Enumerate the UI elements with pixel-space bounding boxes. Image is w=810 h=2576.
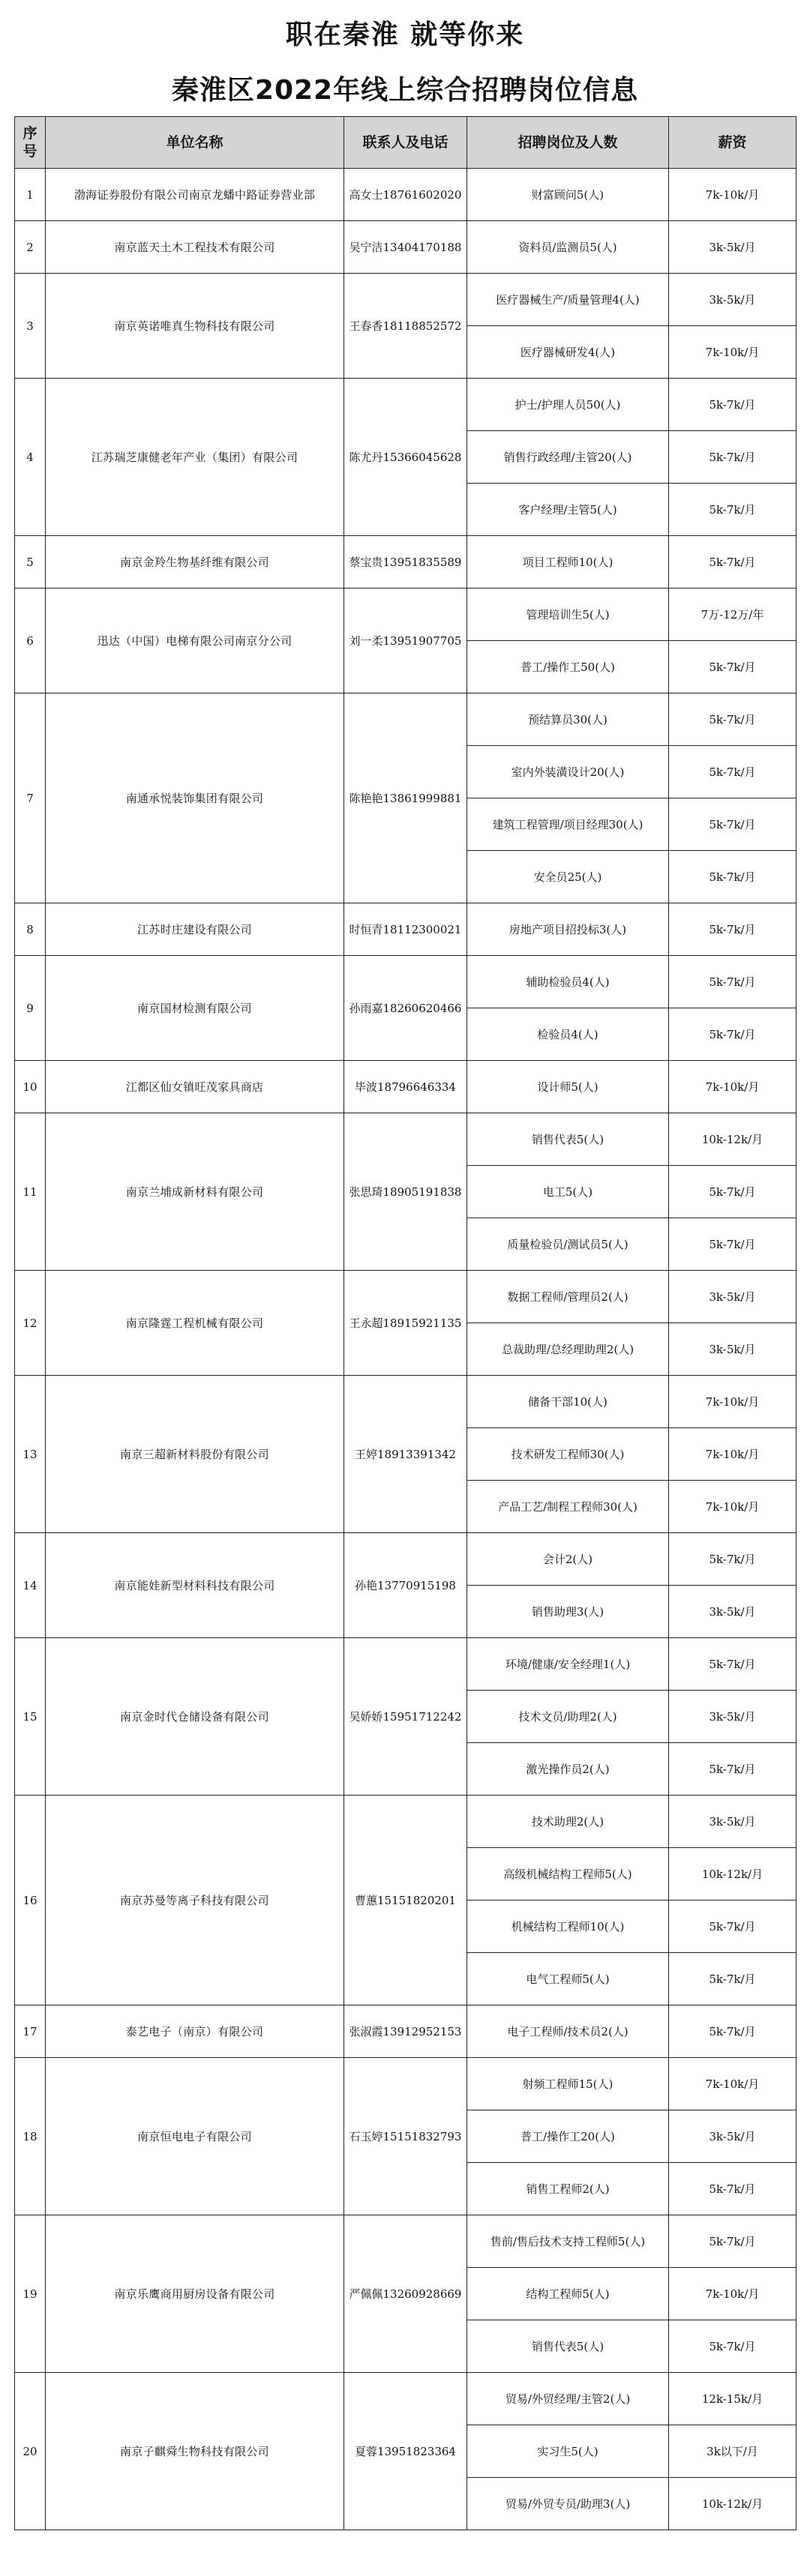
job-position: 销售代表5(人) xyxy=(467,1113,669,1166)
row-number: 18 xyxy=(15,2058,46,2215)
row-number: 1 xyxy=(15,169,46,221)
job-position: 射频工程师15(人) xyxy=(467,2058,669,2110)
job-salary: 7k-10k/月 xyxy=(669,2268,796,2320)
job-position: 销售代表5(人) xyxy=(467,2320,669,2373)
job-position: 财富顾问5(人) xyxy=(467,169,669,221)
job-salary: 5k-7k/月 xyxy=(669,1166,796,1218)
table-row xyxy=(15,169,796,221)
job-salary: 7k-10k/月 xyxy=(669,169,796,221)
job-salary: 7k-10k/月 xyxy=(669,1376,796,1428)
job-salary: 5k-7k/月 xyxy=(669,798,796,851)
row-number: 6 xyxy=(15,589,46,693)
table-row xyxy=(15,1638,796,1691)
table-row xyxy=(15,1533,796,1586)
row-number: 16 xyxy=(15,1796,46,2005)
row-number: 20 xyxy=(15,2373,46,2530)
job-salary: 3k-5k/月 xyxy=(669,1796,796,1848)
job-position: 环境/健康/安全经理1(人) xyxy=(467,1638,669,1691)
job-position: 管理培训生5(人) xyxy=(467,589,669,641)
job-salary: 5k-7k/月 xyxy=(669,379,796,431)
table-row xyxy=(15,2005,796,2058)
job-salary: 10k-12k/月 xyxy=(669,1848,796,1901)
job-salary: 5k-7k/月 xyxy=(669,2005,796,2058)
job-salary: 5k-7k/月 xyxy=(669,2163,796,2215)
company-name: 江都区仙女镇旺茂家具商店 xyxy=(46,1061,344,1113)
contact-info: 石玉婷15151832793 xyxy=(344,2058,467,2215)
job-position: 销售工程师2(人) xyxy=(467,2163,669,2215)
table-row xyxy=(15,2215,796,2268)
col-header-no xyxy=(15,117,46,169)
contact-info: 陈艳艳13861999881 xyxy=(344,693,467,903)
company-name: 南京子麒舜生物科技有限公司 xyxy=(46,2373,344,2530)
table-body xyxy=(15,169,796,2530)
contact-info: 曹蕙15151820201 xyxy=(344,1796,467,2005)
row-number: 9 xyxy=(15,956,46,1061)
table-row xyxy=(15,1796,796,1848)
job-position: 建筑工程管理/项目经理30(人) xyxy=(467,798,669,851)
table-row xyxy=(15,956,796,1008)
job-position: 安全员25(人) xyxy=(467,851,669,903)
job-salary: 5k-7k/月 xyxy=(669,956,796,1008)
job-salary: 5k-7k/月 xyxy=(669,1218,796,1271)
page-header xyxy=(0,0,810,116)
job-salary: 5k-7k/月 xyxy=(669,693,796,746)
job-salary: 5k-7k/月 xyxy=(669,851,796,903)
contact-info: 刘一柔13951907705 xyxy=(344,589,467,693)
job-salary: 7k-10k/月 xyxy=(669,326,796,379)
col-header-no-text: 序号 xyxy=(22,125,38,160)
job-position: 电工5(人) xyxy=(467,1166,669,1218)
job-position: 技术研发工程师30(人) xyxy=(467,1428,669,1481)
job-position: 实习生5(人) xyxy=(467,2425,669,2478)
company-name: 泰艺电子（南京）有限公司 xyxy=(46,2005,344,2058)
job-position: 贸易/外贸经理/主管2(人) xyxy=(467,2373,669,2425)
job-position: 质量检验员/测试员5(人) xyxy=(467,1218,669,1271)
contact-info: 毕波18796646334 xyxy=(344,1061,467,1113)
job-salary: 7k-10k/月 xyxy=(669,1061,796,1113)
job-salary: 5k-7k/月 xyxy=(669,903,796,956)
company-name: 南京兰埔成新材料有限公司 xyxy=(46,1113,344,1271)
company-name: 南通承悦装饰集团有限公司 xyxy=(46,693,344,903)
row-number: 11 xyxy=(15,1113,46,1271)
job-salary: 5k-7k/月 xyxy=(669,1901,796,1953)
row-number: 17 xyxy=(15,2005,46,2058)
contact-info: 孙艳13770915198 xyxy=(344,1533,467,1638)
job-salary: 5k-7k/月 xyxy=(669,2320,796,2373)
company-name: 迅达（中国）电梯有限公司南京分公司 xyxy=(46,589,344,693)
company-name: 渤海证券股份有限公司南京龙蟠中路证券营业部 xyxy=(46,169,344,221)
company-name: 江苏时庄建设有限公司 xyxy=(46,903,344,956)
contact-info: 王婷18913391342 xyxy=(344,1376,467,1533)
job-position: 总裁助理/总经理助理2(人) xyxy=(467,1323,669,1376)
table-header xyxy=(15,117,796,169)
company-name: 南京金羚生物基纤维有限公司 xyxy=(46,536,344,589)
job-salary: 3k-5k/月 xyxy=(669,221,796,274)
row-number: 2 xyxy=(15,221,46,274)
row-number: 4 xyxy=(15,379,46,536)
row-number: 5 xyxy=(15,536,46,589)
job-position: 护士/护理人员50(人) xyxy=(467,379,669,431)
job-salary: 5k-7k/月 xyxy=(669,1953,796,2005)
company-name: 南京能娃新型材料科技有限公司 xyxy=(46,1533,344,1638)
job-position: 技术助理2(人) xyxy=(467,1796,669,1848)
job-salary: 7万-12万/年 xyxy=(669,589,796,641)
job-position: 数据工程师/管理员2(人) xyxy=(467,1271,669,1323)
contact-info: 时恒青18112300021 xyxy=(344,903,467,956)
job-position: 销售助理3(人) xyxy=(467,1586,669,1638)
job-salary: 5k-7k/月 xyxy=(669,431,796,484)
contact-info: 张淑霞13912952153 xyxy=(344,2005,467,2058)
row-number: 7 xyxy=(15,693,46,903)
contact-info: 夏蓉13951823364 xyxy=(344,2373,467,2530)
job-salary: 5k-7k/月 xyxy=(669,641,796,693)
company-name: 南京英诺唯真生物科技有限公司 xyxy=(46,274,344,379)
contact-info: 吴宁洁13404170188 xyxy=(344,221,467,274)
table-row xyxy=(15,274,796,326)
job-position: 设计师5(人) xyxy=(467,1061,669,1113)
job-salary: 3k-5k/月 xyxy=(669,1323,796,1376)
col-header-positions: 招聘岗位及人数 xyxy=(467,117,669,169)
job-position: 储备干部10(人) xyxy=(467,1376,669,1428)
job-position: 医疗器械生产/质量管理4(人) xyxy=(467,274,669,326)
job-position: 高级机械结构工程师5(人) xyxy=(467,1848,669,1901)
table-row xyxy=(15,903,796,956)
job-position: 贸易/外贸专员/助理3(人) xyxy=(467,2478,669,2530)
job-salary: 3k-5k/月 xyxy=(669,1691,796,1743)
row-number: 14 xyxy=(15,1533,46,1638)
contact-info: 孙雨嘉18260620466 xyxy=(344,956,467,1061)
company-name: 南京三超新材料股份有限公司 xyxy=(46,1376,344,1533)
company-name: 南京国材检测有限公司 xyxy=(46,956,344,1061)
company-name: 南京隆霆工程机械有限公司 xyxy=(46,1271,344,1376)
job-salary: 5k-7k/月 xyxy=(669,1008,796,1061)
job-table xyxy=(14,116,796,2530)
row-number: 8 xyxy=(15,903,46,956)
job-salary: 3k-5k/月 xyxy=(669,1271,796,1323)
job-position: 普工/操作工20(人) xyxy=(467,2110,669,2163)
contact-info: 张思琦18905191838 xyxy=(344,1113,467,1271)
job-position: 室内外装潢设计20(人) xyxy=(467,746,669,798)
contact-info: 王永超18915921135 xyxy=(344,1271,467,1376)
job-position: 产品工艺/制程工程师30(人) xyxy=(467,1481,669,1533)
job-position: 激光操作员2(人) xyxy=(467,1743,669,1796)
job-position: 检验员4(人) xyxy=(467,1008,669,1061)
job-position: 机械结构工程师10(人) xyxy=(467,1901,669,1953)
contact-info: 陈尤丹15366045628 xyxy=(344,379,467,536)
job-salary: 10k-12k/月 xyxy=(669,1113,796,1166)
row-number: 3 xyxy=(15,274,46,379)
job-salary: 7k-10k/月 xyxy=(669,1428,796,1481)
row-number: 13 xyxy=(15,1376,46,1533)
table-row xyxy=(15,589,796,641)
table-row xyxy=(15,379,796,431)
slogan-title: 职在秦淮 就等你来 xyxy=(285,19,525,50)
company-name: 南京蓝天土木工程技术有限公司 xyxy=(46,221,344,274)
contact-info: 严佩佩13260928669 xyxy=(344,2215,467,2373)
job-salary: 3k-5k/月 xyxy=(669,274,796,326)
job-salary: 3k以下/月 xyxy=(669,2425,796,2478)
job-position: 普工/操作工50(人) xyxy=(467,641,669,693)
job-position: 销售行政经理/主管20(人) xyxy=(467,431,669,484)
job-position: 辅助检验员4(人) xyxy=(467,956,669,1008)
job-salary: 10k-12k/月 xyxy=(669,2478,796,2530)
job-position: 技术文员/助理2(人) xyxy=(467,1691,669,1743)
job-position: 资料员/监测员5(人) xyxy=(467,221,669,274)
job-salary: 5k-7k/月 xyxy=(669,746,796,798)
header-row xyxy=(15,117,796,169)
job-position: 医疗器械研发4(人) xyxy=(467,326,669,379)
job-position: 电气工程师5(人) xyxy=(467,1953,669,2005)
table-row xyxy=(15,221,796,274)
col-header-salary: 薪资 xyxy=(669,117,796,169)
job-position: 售前/售后技术支持工程师5(人) xyxy=(467,2215,669,2268)
row-number: 15 xyxy=(15,1638,46,1796)
contact-info: 王春香18118852572 xyxy=(344,274,467,379)
table-row xyxy=(15,536,796,589)
company-name: 南京恒电电子有限公司 xyxy=(46,2058,344,2215)
job-position: 会计2(人) xyxy=(467,1533,669,1586)
job-salary: 5k-7k/月 xyxy=(669,2215,796,2268)
job-salary: 3k-5k/月 xyxy=(669,2110,796,2163)
table-row xyxy=(15,1376,796,1428)
row-number: 10 xyxy=(15,1061,46,1113)
job-salary: 3k-5k/月 xyxy=(669,1586,796,1638)
job-position: 项目工程师10(人) xyxy=(467,536,669,589)
row-number: 19 xyxy=(15,2215,46,2373)
company-name: 南京苏曼等离子科技有限公司 xyxy=(46,1796,344,2005)
job-salary: 12k-15k/月 xyxy=(669,2373,796,2425)
job-position: 结构工程师5(人) xyxy=(467,2268,669,2320)
table-row xyxy=(15,1113,796,1166)
contact-info: 高女士18761602020 xyxy=(344,169,467,221)
job-position: 房地产项目招投标3(人) xyxy=(467,903,669,956)
company-name: 南京金时代仓储设备有限公司 xyxy=(46,1638,344,1796)
table-row xyxy=(15,2373,796,2425)
job-salary: 7k-10k/月 xyxy=(669,2058,796,2110)
col-header-contact: 联系人及电话 xyxy=(344,117,467,169)
table-row xyxy=(15,1061,796,1113)
contact-info: 吴娇娇15951712242 xyxy=(344,1638,467,1796)
row-number: 12 xyxy=(15,1271,46,1376)
col-header-company: 单位名称 xyxy=(46,117,344,169)
job-salary: 7k-10k/月 xyxy=(669,1481,796,1533)
job-salary: 5k-7k/月 xyxy=(669,1743,796,1796)
table-row xyxy=(15,693,796,746)
table-row xyxy=(15,1271,796,1323)
job-position: 预结算员30(人) xyxy=(467,693,669,746)
company-name: 南京乐鹰商用厨房设备有限公司 xyxy=(46,2215,344,2373)
job-salary: 5k-7k/月 xyxy=(669,484,796,536)
job-position: 电子工程师/技术员2(人) xyxy=(467,2005,669,2058)
job-position: 客户经理/主管5(人) xyxy=(467,484,669,536)
page-title: 秦淮区2022年线上综合招聘岗位信息 xyxy=(171,75,639,106)
job-salary: 5k-7k/月 xyxy=(669,536,796,589)
table-row xyxy=(15,2058,796,2110)
contact-info: 蔡宝贵13951835589 xyxy=(344,536,467,589)
company-name: 江苏瑞芝康健老年产业（集团）有限公司 xyxy=(46,379,344,536)
job-salary: 5k-7k/月 xyxy=(669,1533,796,1586)
job-salary: 5k-7k/月 xyxy=(669,1638,796,1691)
